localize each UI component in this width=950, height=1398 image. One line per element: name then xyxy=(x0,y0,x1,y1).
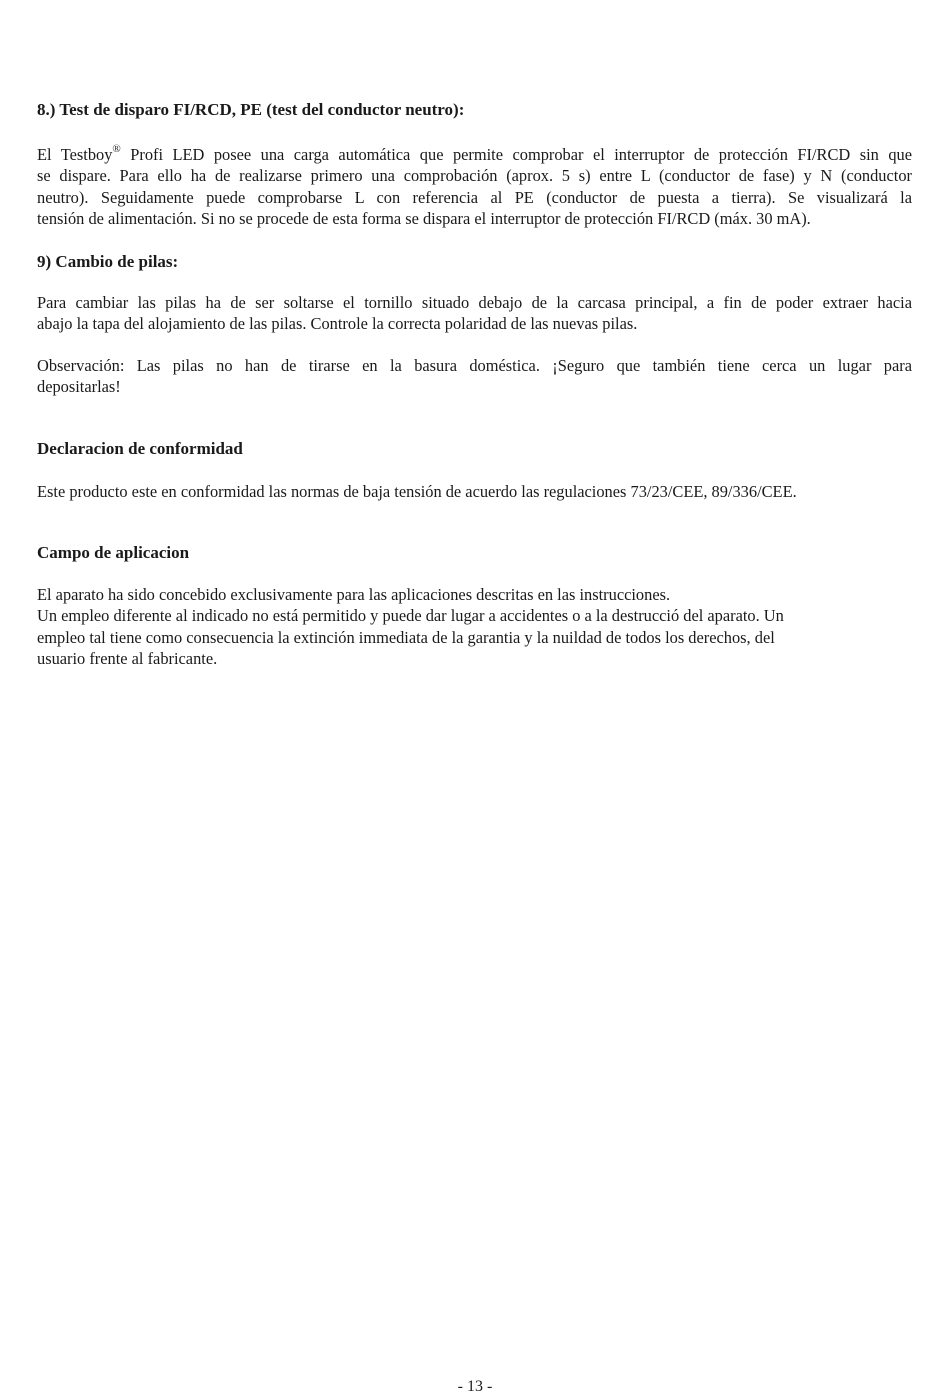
section-9-heading: 9) Cambio de pilas: xyxy=(37,252,179,271)
application-paragraph xyxy=(37,584,912,669)
section-8-heading: 8.) Test de disparo FI/RCD, PE (test del conductor neutro): xyxy=(37,100,465,119)
section-9-paragraph-2 xyxy=(37,355,912,398)
conformity-text: Este producto este en conformidad las normas de baja tensión de acuerdo las regulaciones 73/23/CEE, 89/336/CEE. xyxy=(37,482,797,501)
section-9-p2-line-1: Observación: Las pilas no han de tirarse en la basura doméstica. ¡Seguro que también tiene cerca un lugar para xyxy=(37,356,912,375)
application-line-4: usuario frente al fabricante. xyxy=(37,648,218,668)
application-line-1: El aparato ha sido concebido exclusivamente para las aplicaciones descritas en las instrucciones. xyxy=(37,585,671,604)
registered-mark: ® xyxy=(112,142,121,155)
section-8-line-3: neutro). Seguidamente puede comprobarse L con referencia al PE (conductor de puesta a tierra). Se visualizará la xyxy=(37,187,912,207)
application-heading: Campo de aplicacion xyxy=(37,543,190,562)
section-8-line-1-rest: Profi LED posee una carga automática que permite comprobar el interruptor de protección FI/RCD sin que xyxy=(120,145,912,164)
section-8-line-4: tensión de alimentación. Si no se procede de esta forma se dispara el interruptor de protección FI/RCD (máx. 30 mA). xyxy=(37,208,811,228)
section-8-line-1 xyxy=(37,144,912,165)
application-line-2: Un empleo diferente al indicado no está permitido y puede dar lugar a accidentes o a la destrucció del aparato. Un xyxy=(37,606,784,626)
section-9-p2-line-2: depositarlas! xyxy=(37,377,121,397)
section-9-p1-line-2: abajo la tapa del alojamiento de las pilas. Controle la correcta polaridad de las nuevas pilas. xyxy=(37,314,638,334)
application-line-3: empleo tal tiene como consecuencia la extinción immediata de la garantia y la nuildad de todos los derechos, del xyxy=(37,627,775,647)
conformity-heading: Declaracion de conformidad xyxy=(37,439,243,458)
section-9-p1-line-1: Para cambiar las pilas ha de ser soltarse el tornillo situado debajo de la carcasa principal, a fin de poder extraer hacia xyxy=(37,293,912,312)
conformity-paragraph xyxy=(37,481,912,502)
page-number: - 13 - xyxy=(457,1378,493,1395)
section-8-paragraph xyxy=(37,144,912,229)
section-8-line-2: se dispare. Para ello ha de realizarse primero una comprobación (aprox. 5 s) entre L (conductor de fase) y N (conductor xyxy=(37,166,912,186)
product-name: El Testboy xyxy=(37,145,113,164)
section-9-paragraph-1 xyxy=(37,292,912,335)
